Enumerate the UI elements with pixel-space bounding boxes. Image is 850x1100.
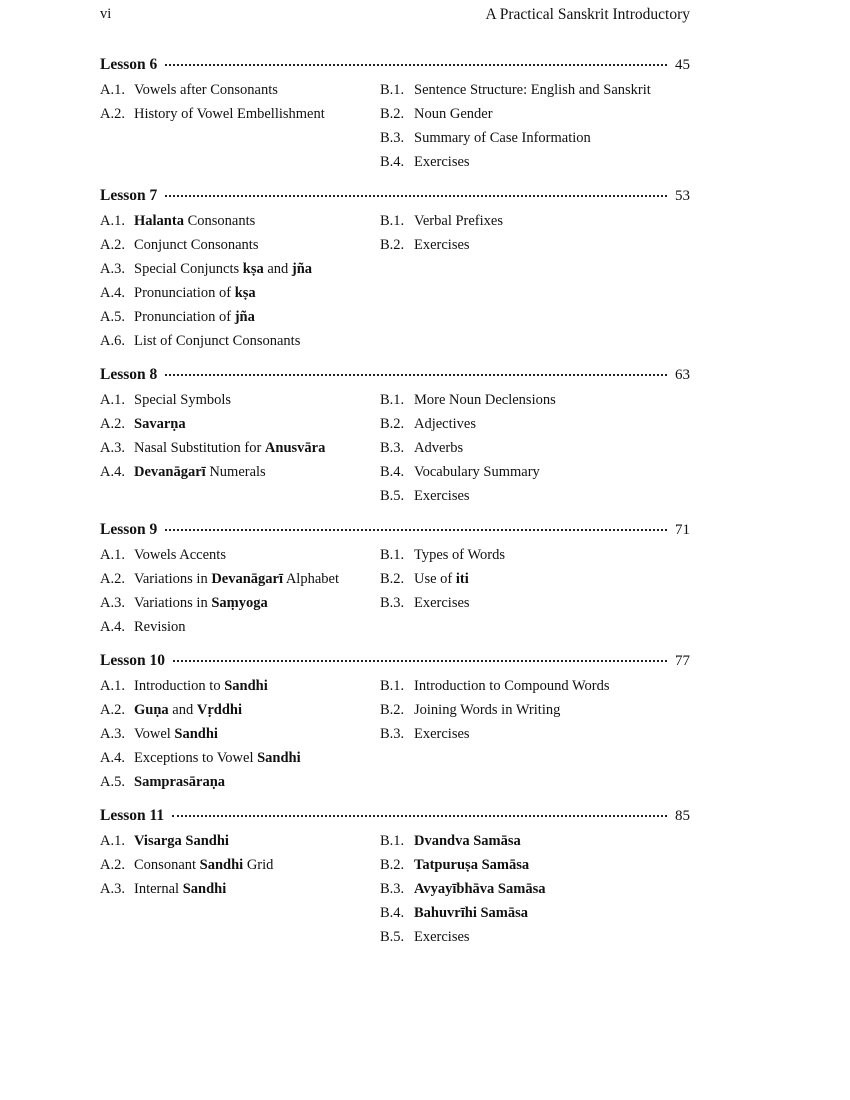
- toc-entry[interactable]: [380, 484, 690, 508]
- page-number: vi: [100, 6, 112, 22]
- toc-entry[interactable]: [100, 770, 380, 794]
- entry-title: [414, 881, 545, 897]
- entry-title: [134, 213, 255, 229]
- entry-term-bold: Dvandva Samāsa: [414, 833, 521, 849]
- entry-title: [134, 726, 218, 742]
- entry-number: A.4.: [100, 619, 125, 635]
- entry-text: Exercises: [414, 488, 470, 504]
- entry-text: Types of Words: [414, 547, 505, 563]
- entry-number: A.2.: [100, 237, 125, 253]
- column-a: [100, 209, 380, 353]
- entry-text: Variations in: [134, 595, 212, 611]
- lesson-section: [100, 366, 690, 508]
- entry-number: B.1.: [380, 833, 405, 849]
- entry-text: Grid: [243, 857, 274, 873]
- toc-entry[interactable]: [100, 436, 380, 460]
- entry-number: A.4.: [100, 464, 125, 480]
- entry-title: [414, 595, 470, 611]
- column-a: [100, 543, 380, 639]
- entry-term-bold: Devanāgarī: [134, 464, 206, 480]
- entry-number: A.2.: [100, 702, 125, 718]
- entry-title: [134, 106, 325, 122]
- lesson-heading[interactable]: [100, 187, 690, 209]
- entry-text: Exceptions to Vowel: [134, 750, 258, 766]
- entry-number: B.2.: [380, 106, 405, 122]
- entry-term-bold: Sandhi: [224, 678, 268, 694]
- toc-entry[interactable]: [100, 746, 380, 770]
- entry-text: Adjectives: [414, 416, 477, 432]
- entry-text: Internal: [134, 881, 183, 897]
- lesson-entries: [100, 388, 690, 508]
- toc-entry[interactable]: [100, 257, 380, 281]
- entry-number: B.5.: [380, 488, 405, 504]
- entry-term-bold: Devanāgarī: [211, 571, 284, 587]
- entry-title: [414, 213, 503, 229]
- entry-text: Nasal Substitution for: [134, 440, 265, 456]
- entry-number: B.2.: [380, 702, 405, 718]
- entry-number: A.5.: [100, 774, 125, 790]
- entry-text: Conjunct Consonants: [134, 237, 259, 253]
- lesson-entries: [100, 543, 690, 639]
- toc-entry[interactable]: [100, 78, 380, 102]
- lesson-section: [100, 652, 690, 794]
- column-b: [380, 209, 690, 353]
- entry-number: B.1.: [380, 82, 405, 98]
- entry-title: [414, 678, 610, 694]
- lesson-entries: [100, 674, 690, 794]
- lesson-heading[interactable]: [100, 366, 690, 388]
- entry-term-bold: Bahuvrīhi Samāsa: [414, 905, 529, 921]
- lesson-section: [100, 187, 690, 353]
- entry-text: Special Symbols: [134, 392, 232, 408]
- entry-number: A.4.: [100, 285, 125, 301]
- entry-title: [134, 774, 225, 790]
- toc-entry[interactable]: [100, 329, 380, 353]
- column-b: [380, 78, 690, 174]
- entry-number: B.3.: [380, 440, 405, 456]
- toc-entry[interactable]: [380, 543, 690, 567]
- entry-number: A.1.: [100, 833, 125, 849]
- entry-text: Consonant: [134, 857, 200, 873]
- column-a: [100, 78, 380, 174]
- toc-entry[interactable]: [100, 460, 380, 484]
- entry-title: [134, 440, 325, 456]
- lesson-section: [100, 807, 690, 949]
- table-of-contents: [100, 56, 690, 962]
- entry-text: Pronunciation of: [134, 285, 235, 301]
- toc-entry[interactable]: [380, 233, 690, 257]
- entry-number: A.1.: [100, 82, 125, 98]
- entry-number: A.1.: [100, 213, 125, 229]
- entry-title: [134, 750, 301, 766]
- lesson-entries: [100, 829, 690, 949]
- dot-leader: [173, 660, 667, 662]
- entry-text: Adverbs: [414, 440, 464, 456]
- entry-term-bold: kṣa: [234, 285, 256, 301]
- entry-title: [414, 547, 505, 563]
- toc-entry[interactable]: [380, 78, 690, 102]
- entry-title: [414, 857, 529, 873]
- column-a: [100, 829, 380, 949]
- toc-entry[interactable]: [380, 829, 690, 853]
- entry-number: A.3.: [100, 440, 125, 456]
- toc-entry[interactable]: [380, 698, 690, 722]
- entry-text: Numerals: [205, 464, 266, 480]
- lesson-entries: [100, 209, 690, 353]
- entry-number: A.2.: [100, 571, 125, 587]
- entry-term-bold: Tatpuruṣa Samāsa: [414, 857, 530, 873]
- toc-entry[interactable]: [100, 543, 380, 567]
- entry-number: A.6.: [100, 333, 125, 349]
- entry-text: Sentence Structure: English and Sanskrit: [414, 82, 651, 98]
- dot-leader: [165, 529, 667, 531]
- lesson-title: Lesson 11: [100, 807, 165, 824]
- lesson-section: [100, 56, 690, 174]
- entry-term-bold: jña: [291, 261, 313, 277]
- entry-number: A.2.: [100, 106, 125, 122]
- lesson-page-number: 85: [675, 808, 690, 824]
- entry-text: History of Vowel Embellishment: [134, 106, 325, 122]
- entry-title: [414, 702, 560, 718]
- lesson-page-number: 53: [675, 188, 690, 204]
- entry-number: A.3.: [100, 595, 125, 611]
- entry-text: Introduction to Compound Words: [414, 678, 610, 694]
- entry-title: [134, 392, 231, 408]
- toc-entry[interactable]: [100, 102, 380, 126]
- entry-text: List of Conjunct Consonants: [134, 333, 301, 349]
- entry-number: A.5.: [100, 309, 125, 325]
- entry-number: B.2.: [380, 857, 405, 873]
- entry-text: Exercises: [414, 237, 470, 253]
- entry-number: A.3.: [100, 261, 125, 277]
- entry-title: [414, 106, 493, 122]
- entry-title: [414, 154, 470, 170]
- entry-title: [414, 440, 463, 456]
- column-b: [380, 829, 690, 949]
- toc-entry[interactable]: [100, 412, 380, 436]
- entry-title: [134, 285, 256, 301]
- lesson-page-number: 77: [675, 653, 690, 669]
- entry-number: B.3.: [380, 881, 405, 897]
- entry-title: [414, 464, 540, 480]
- entry-term-bold: iti: [455, 571, 469, 587]
- toc-entry[interactable]: [100, 305, 380, 329]
- entry-number: B.1.: [380, 547, 405, 563]
- dot-leader: [165, 64, 667, 66]
- column-a: [100, 674, 380, 794]
- toc-entry[interactable]: [380, 126, 690, 150]
- toc-entry[interactable]: [380, 567, 690, 591]
- toc-entry[interactable]: [380, 591, 690, 615]
- lesson-heading[interactable]: [100, 56, 690, 78]
- entry-number: B.2.: [380, 571, 405, 587]
- entry-text: Vowels after Consonants: [134, 82, 278, 98]
- entry-title: [134, 619, 186, 635]
- toc-entry[interactable]: [380, 388, 690, 412]
- dot-leader: [172, 815, 667, 817]
- entry-term-bold: Savarṇa: [134, 416, 186, 432]
- entry-text: Joining Words in Writing: [414, 702, 561, 718]
- entry-term-bold: Saṃyoga: [211, 595, 268, 611]
- entry-number: A.1.: [100, 678, 125, 694]
- lesson-page-number: 45: [675, 57, 690, 73]
- entry-title: [134, 571, 339, 587]
- entry-number: A.3.: [100, 881, 125, 897]
- entry-title: [134, 237, 258, 253]
- entry-number: A.3.: [100, 726, 125, 742]
- lesson-heading[interactable]: [100, 521, 690, 543]
- entry-term-bold: Sandhi: [174, 726, 218, 742]
- toc-entry[interactable]: [100, 877, 380, 901]
- lesson-title: Lesson 6: [100, 56, 158, 73]
- entry-text: Consonants: [183, 213, 256, 229]
- toc-entry[interactable]: [380, 460, 690, 484]
- entry-text: Exercises: [414, 595, 470, 611]
- entry-term-bold: kṣa: [242, 261, 264, 277]
- toc-entry[interactable]: [100, 388, 380, 412]
- entry-title: [134, 416, 186, 432]
- entry-number: B.2.: [380, 416, 405, 432]
- entry-text: Exercises: [414, 154, 470, 170]
- lesson-section: [100, 521, 690, 639]
- toc-entry[interactable]: [380, 102, 690, 126]
- column-b: [380, 543, 690, 639]
- toc-entry[interactable]: [380, 674, 690, 698]
- entry-text: Summary of Case Information: [414, 130, 591, 146]
- column-a: [100, 388, 380, 508]
- toc-entry[interactable]: [380, 925, 690, 949]
- entry-term-bold: Sandhi: [182, 881, 227, 897]
- entry-title: [414, 416, 476, 432]
- entry-term-bold: jña: [234, 309, 255, 325]
- entry-text: Variations in: [134, 571, 212, 587]
- entry-number: B.4.: [380, 154, 405, 170]
- entry-text: Special Conjuncts: [134, 261, 243, 277]
- entry-term-bold: Visarga Sandhi: [134, 833, 229, 849]
- entry-number: B.1.: [380, 678, 405, 694]
- entry-title: [134, 547, 226, 563]
- entry-title: [134, 464, 266, 480]
- toc-entry[interactable]: [100, 591, 380, 615]
- column-b: [380, 388, 690, 508]
- entry-title: [134, 678, 268, 694]
- entry-text: More Noun Declensions: [414, 392, 556, 408]
- dot-leader: [165, 374, 667, 376]
- entry-number: A.1.: [100, 547, 125, 563]
- toc-entry[interactable]: [100, 674, 380, 698]
- entry-title: [414, 82, 651, 98]
- lesson-page-number: 71: [675, 522, 690, 538]
- entry-title: [414, 237, 470, 253]
- lesson-heading[interactable]: [100, 807, 690, 829]
- entry-number: A.4.: [100, 750, 125, 766]
- entry-number: A.2.: [100, 857, 125, 873]
- toc-entry[interactable]: [100, 209, 380, 233]
- entry-term-bold: Sandhi: [199, 857, 244, 873]
- lesson-title: Lesson 9: [100, 521, 158, 538]
- lesson-entries: [100, 78, 690, 174]
- entry-number: B.4.: [380, 905, 405, 921]
- entry-title: [414, 488, 470, 504]
- entry-text: Vowel: [134, 726, 175, 742]
- entry-text: and: [263, 261, 292, 277]
- entry-title: [134, 333, 300, 349]
- entry-title: [414, 905, 528, 921]
- toc-entry[interactable]: [100, 615, 380, 639]
- entry-term-bold: Sandhi: [257, 750, 301, 766]
- entry-title: [134, 309, 255, 325]
- entry-title: [414, 571, 469, 587]
- entry-number: B.1.: [380, 213, 405, 229]
- entry-title: [134, 881, 226, 897]
- book-title: A Practical Sanskrit Introductory: [485, 6, 690, 23]
- entry-title: [414, 833, 521, 849]
- toc-entry[interactable]: [380, 150, 690, 174]
- entry-term-bold: Guṇa: [134, 702, 169, 718]
- lesson-heading[interactable]: [100, 652, 690, 674]
- toc-entry[interactable]: [380, 901, 690, 925]
- dot-leader: [165, 195, 667, 197]
- toc-entry[interactable]: [100, 567, 380, 591]
- toc-entry[interactable]: [100, 829, 380, 853]
- toc-entry[interactable]: [380, 722, 690, 746]
- toc-entry[interactable]: [380, 209, 690, 233]
- toc-entry[interactable]: [380, 436, 690, 460]
- entry-text: Exercises: [414, 726, 470, 742]
- lesson-title: Lesson 8: [100, 366, 158, 383]
- column-b: [380, 674, 690, 794]
- entry-term-bold: Halanta: [134, 213, 184, 229]
- entry-number: B.3.: [380, 595, 405, 611]
- entry-term-bold: Anusvāra: [264, 440, 326, 456]
- toc-entry[interactable]: [380, 853, 690, 877]
- entry-term-bold: Avyayībhāva Samāsa: [414, 881, 546, 897]
- entry-title: [134, 595, 268, 611]
- entry-text: Pronunciation of: [134, 309, 235, 325]
- toc-entry[interactable]: [380, 877, 690, 901]
- running-head: [100, 6, 690, 26]
- entry-number: B.4.: [380, 464, 405, 480]
- toc-entry[interactable]: [100, 281, 380, 305]
- entry-title: [134, 702, 242, 718]
- entry-text: and: [168, 702, 197, 718]
- entry-text: Verbal Prefixes: [414, 213, 503, 229]
- entry-title: [134, 857, 273, 873]
- entry-number: B.3.: [380, 130, 405, 146]
- entry-term-bold: Vṛddhi: [196, 702, 242, 718]
- entry-text: Noun Gender: [414, 106, 493, 122]
- entry-title: [414, 726, 470, 742]
- toc-entry[interactable]: [100, 233, 380, 257]
- entry-text: Use of: [414, 571, 456, 587]
- entry-text: Vowels Accents: [134, 547, 226, 563]
- toc-entry[interactable]: [100, 722, 380, 746]
- entry-text: Alphabet: [283, 571, 339, 587]
- entry-title: [414, 130, 591, 146]
- toc-entry[interactable]: [380, 412, 690, 436]
- toc-entry[interactable]: [100, 698, 380, 722]
- entry-number: A.1.: [100, 392, 125, 408]
- entry-title: [134, 82, 278, 98]
- entry-number: B.5.: [380, 929, 405, 945]
- entry-title: [134, 261, 312, 277]
- entry-title: [414, 392, 556, 408]
- toc-entry[interactable]: [100, 853, 380, 877]
- entry-number: B.1.: [380, 392, 405, 408]
- entry-title: [414, 929, 470, 945]
- entry-text: Vocabulary Summary: [414, 464, 540, 480]
- lesson-title: Lesson 7: [100, 187, 158, 204]
- lesson-title: Lesson 10: [100, 652, 166, 669]
- entry-term-bold: Samprasāraṇa: [134, 774, 226, 790]
- entry-text: Revision: [134, 619, 186, 635]
- entry-number: B.3.: [380, 726, 405, 742]
- entry-text: Exercises: [414, 929, 470, 945]
- lesson-page-number: 63: [675, 367, 690, 383]
- entry-number: A.2.: [100, 416, 125, 432]
- entry-text: Introduction to: [134, 678, 225, 694]
- entry-title: [134, 833, 229, 849]
- entry-number: B.2.: [380, 237, 405, 253]
